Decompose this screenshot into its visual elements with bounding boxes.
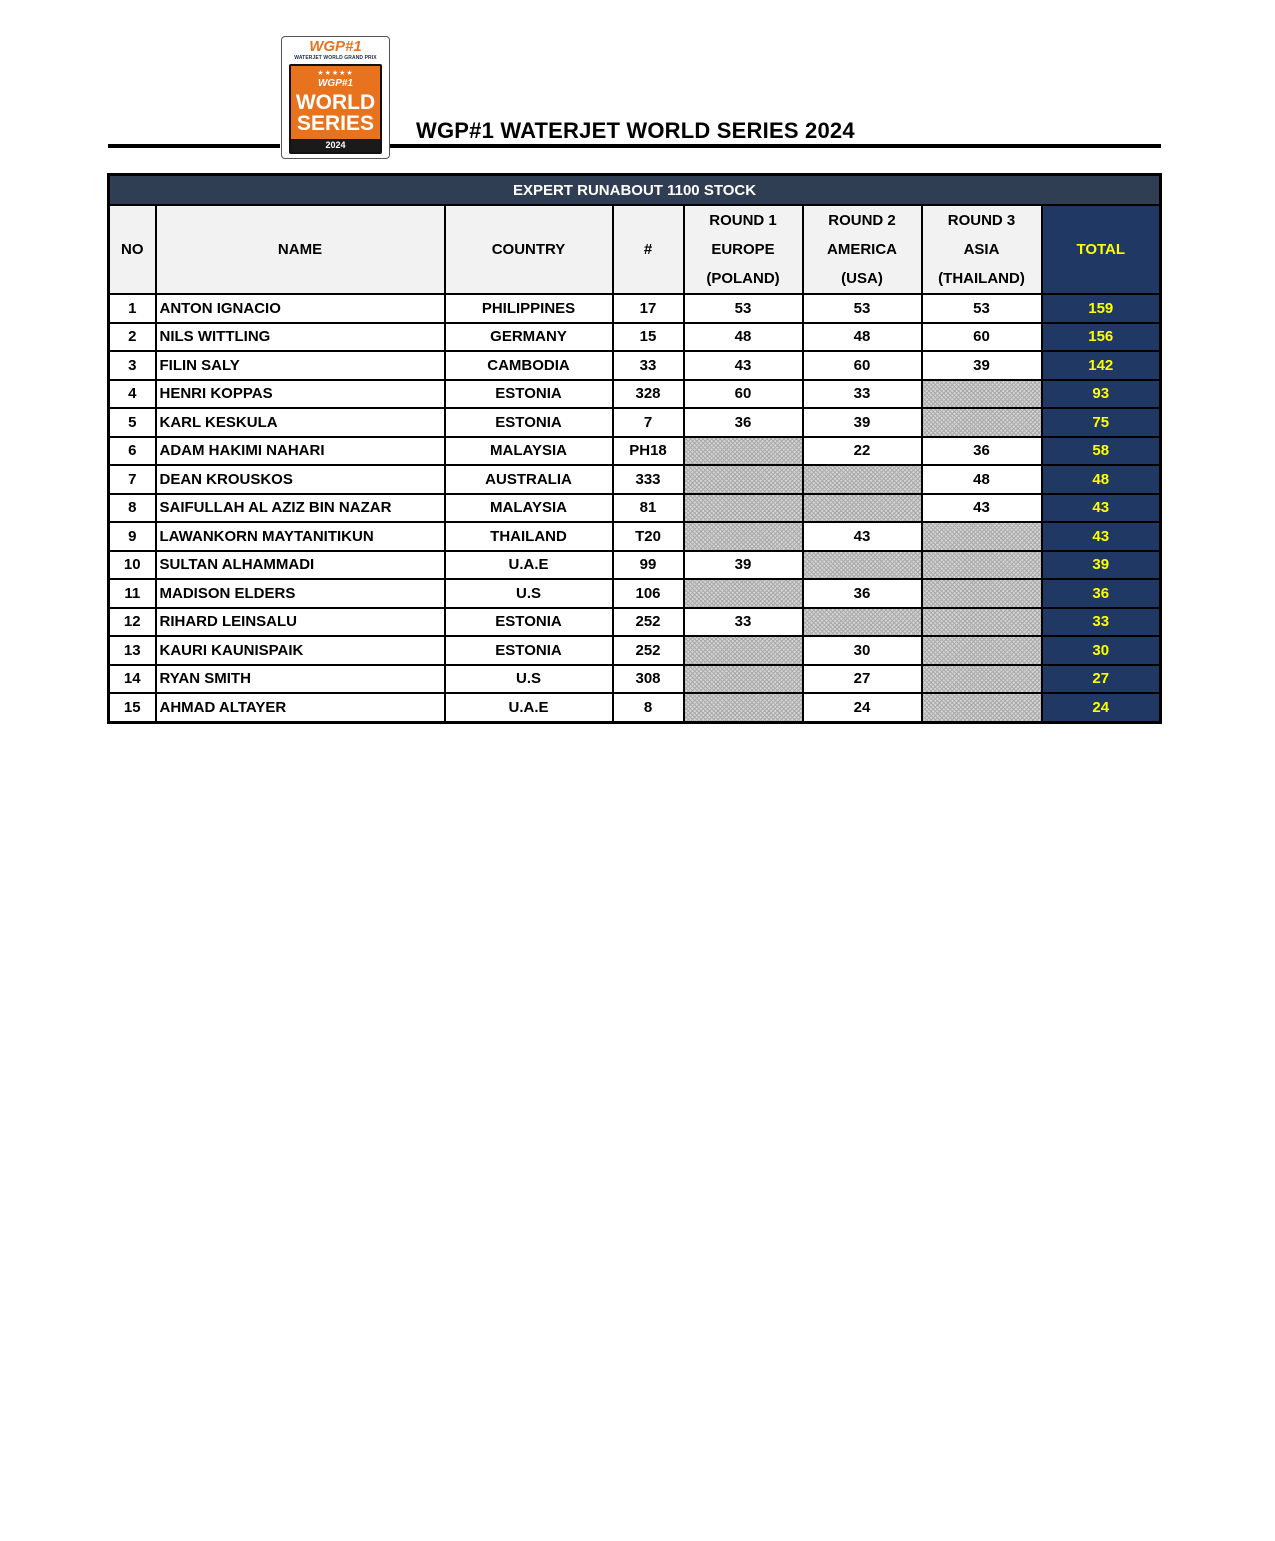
cell-round2: 22	[803, 437, 922, 466]
header-round2	[803, 205, 922, 294]
cell-number: 7	[613, 408, 684, 437]
cell-no: 1	[109, 294, 156, 323]
cell-total: 27	[1042, 665, 1161, 694]
cell-round1: 36	[684, 408, 803, 437]
cell-country: U.S	[445, 665, 613, 694]
cell-round1	[684, 465, 803, 494]
cell-country: CAMBODIA	[445, 351, 613, 380]
cell-round3	[922, 665, 1042, 694]
cell-number: 252	[613, 636, 684, 665]
cell-no: 15	[109, 693, 156, 722]
cell-no: 2	[109, 323, 156, 352]
header-round1-line1: ROUND 1	[709, 212, 777, 229]
cell-round1	[684, 665, 803, 694]
logo-line-series: SERIES	[296, 112, 375, 135]
cell-number: PH18	[613, 437, 684, 466]
cell-round2: 48	[803, 323, 922, 352]
cell-round1	[684, 636, 803, 665]
cell-country: AUSTRALIA	[445, 465, 613, 494]
cell-round2: 60	[803, 351, 922, 380]
cell-country: PHILIPPINES	[445, 294, 613, 323]
cell-round1: 60	[684, 380, 803, 409]
cell-round2	[803, 551, 922, 580]
cell-round3: 43	[922, 494, 1042, 523]
table-row	[109, 494, 1161, 523]
table-row	[109, 465, 1161, 494]
table-row	[109, 693, 1161, 722]
cell-round1: 33	[684, 608, 803, 637]
cell-total: 43	[1042, 494, 1161, 523]
cell-country: U.A.E	[445, 551, 613, 580]
cell-round3	[922, 579, 1042, 608]
cell-no: 9	[109, 522, 156, 551]
cell-name: RYAN SMITH	[156, 665, 445, 694]
header-round1-line3: (POLAND)	[706, 270, 780, 287]
cell-name: KAURI KAUNISPAIK	[156, 636, 445, 665]
logo-year: 2024	[291, 139, 380, 152]
cell-round2: 53	[803, 294, 922, 323]
cell-round2: 24	[803, 693, 922, 722]
cell-no: 10	[109, 551, 156, 580]
table-row	[109, 522, 1161, 551]
cell-no: 11	[109, 579, 156, 608]
cell-name: ANTON IGNACIO	[156, 294, 445, 323]
table-row	[109, 608, 1161, 637]
cell-round2	[803, 494, 922, 523]
header-row	[109, 205, 1161, 294]
logo-mini-text: WGP#1	[317, 78, 353, 89]
cell-number: 15	[613, 323, 684, 352]
cell-round3: 39	[922, 351, 1042, 380]
cell-name: ADAM HAKIMI NAHARI	[156, 437, 445, 466]
cell-round2: 39	[803, 408, 922, 437]
cell-number: 106	[613, 579, 684, 608]
table-row	[109, 551, 1161, 580]
cell-number: 8	[613, 693, 684, 722]
cell-total: 33	[1042, 608, 1161, 637]
cell-number: 308	[613, 665, 684, 694]
cell-country: MALAYSIA	[445, 494, 613, 523]
category-title: EXPERT RUNABOUT 1100 STOCK	[109, 175, 1161, 206]
cell-total: 93	[1042, 380, 1161, 409]
cell-round3	[922, 551, 1042, 580]
cell-total: 24	[1042, 693, 1161, 722]
cell-country: MALAYSIA	[445, 437, 613, 466]
cell-country: THAILAND	[445, 522, 613, 551]
cell-country: GERMANY	[445, 323, 613, 352]
cell-round3	[922, 408, 1042, 437]
cell-round3: 36	[922, 437, 1042, 466]
cell-no: 6	[109, 437, 156, 466]
cell-total: 39	[1042, 551, 1161, 580]
cell-name: RIHARD LEINSALU	[156, 608, 445, 637]
cell-round2: 43	[803, 522, 922, 551]
cell-total: 58	[1042, 437, 1161, 466]
cell-total: 159	[1042, 294, 1161, 323]
header-round3	[922, 205, 1042, 294]
cell-total: 30	[1042, 636, 1161, 665]
cell-round2	[803, 465, 922, 494]
header-number: #	[613, 205, 684, 294]
header-name: NAME	[156, 205, 445, 294]
cell-name: HENRI KOPPAS	[156, 380, 445, 409]
cell-round1	[684, 579, 803, 608]
cell-round1: 48	[684, 323, 803, 352]
cell-round2: 30	[803, 636, 922, 665]
cell-country: ESTONIA	[445, 608, 613, 637]
cell-number: 33	[613, 351, 684, 380]
table-row	[109, 437, 1161, 466]
table-row	[109, 665, 1161, 694]
cell-round3	[922, 636, 1042, 665]
cell-round1: 53	[684, 294, 803, 323]
header-round1	[684, 205, 803, 294]
cell-name: FILIN SALY	[156, 351, 445, 380]
table-row	[109, 294, 1161, 323]
cell-total: 75	[1042, 408, 1161, 437]
cell-total: 43	[1042, 522, 1161, 551]
cell-no: 4	[109, 380, 156, 409]
header-no: NO	[109, 205, 156, 294]
cell-round2: 36	[803, 579, 922, 608]
header-rule-left	[108, 144, 280, 148]
cell-number: 99	[613, 551, 684, 580]
header-round2-line1: ROUND 2	[828, 212, 896, 229]
header-round3-line3: (THAILAND)	[938, 270, 1025, 287]
cell-total: 48	[1042, 465, 1161, 494]
table-row	[109, 579, 1161, 608]
cell-country: ESTONIA	[445, 408, 613, 437]
header-round3-line1: ROUND 3	[947, 212, 1016, 229]
header-country: COUNTRY	[445, 205, 613, 294]
cell-number: 333	[613, 465, 684, 494]
cell-country: ESTONIA	[445, 380, 613, 409]
logo-line-world: WORLD	[295, 91, 376, 114]
header-total: TOTAL	[1042, 205, 1161, 294]
category-banner-row	[109, 175, 1161, 206]
cell-round3	[922, 522, 1042, 551]
cell-name: LAWANKORN MAYTANITIKUN	[156, 522, 445, 551]
page-title: WGP#1 WATERJET WORLD SERIES 2024	[416, 118, 855, 143]
cell-round1: 39	[684, 551, 803, 580]
standings-body	[109, 294, 1161, 722]
cell-total: 156	[1042, 323, 1161, 352]
cell-no: 12	[109, 608, 156, 637]
cell-round2: 33	[803, 380, 922, 409]
cell-no: 7	[109, 465, 156, 494]
table-row	[109, 380, 1161, 409]
cell-country: U.A.E	[445, 693, 613, 722]
cell-round2	[803, 608, 922, 637]
logo-world-series	[291, 92, 380, 134]
cell-name: SULTAN ALHAMMADI	[156, 551, 445, 580]
cell-round3: 53	[922, 294, 1042, 323]
cell-name: MADISON ELDERS	[156, 579, 445, 608]
cell-number: 81	[613, 494, 684, 523]
cell-round3	[922, 608, 1042, 637]
table-row	[109, 323, 1161, 352]
cell-round1	[684, 522, 803, 551]
cell-round3: 48	[922, 465, 1042, 494]
cell-total: 142	[1042, 351, 1161, 380]
header-round2-line3: (USA)	[841, 270, 883, 287]
cell-no: 8	[109, 494, 156, 523]
header-round3-line2: ASIA	[963, 241, 1000, 258]
cell-no: 5	[109, 408, 156, 437]
cell-round1	[684, 494, 803, 523]
cell-name: DEAN KROUSKOS	[156, 465, 445, 494]
cell-name: KARL KESKULA	[156, 408, 445, 437]
table-row	[109, 636, 1161, 665]
logo-top-text: WGP#1	[309, 38, 362, 55]
logo-stars: ★★★★★	[317, 70, 354, 77]
cell-round2: 27	[803, 665, 922, 694]
header-round2-line2: AMERICA	[827, 241, 897, 258]
cell-no: 13	[109, 636, 156, 665]
cell-round3	[922, 693, 1042, 722]
cell-country: U.S	[445, 579, 613, 608]
cell-round1: 43	[684, 351, 803, 380]
cell-name: SAIFULLAH AL AZIZ BIN NAZAR	[156, 494, 445, 523]
table-row	[109, 351, 1161, 380]
cell-country: ESTONIA	[445, 636, 613, 665]
cell-number: 17	[613, 294, 684, 323]
cell-number: T20	[613, 522, 684, 551]
cell-number: 252	[613, 608, 684, 637]
cell-round3	[922, 380, 1042, 409]
logo-panel	[289, 64, 382, 154]
logo-subtitle: WATERJET WORLD GRAND PRIX	[294, 55, 377, 61]
cell-round3: 60	[922, 323, 1042, 352]
table-row	[109, 408, 1161, 437]
header-round1-line2: EUROPE	[711, 241, 775, 258]
header-rule-right	[390, 144, 1161, 148]
cell-no: 14	[109, 665, 156, 694]
cell-name: AHMAD ALTAYER	[156, 693, 445, 722]
wgp-world-series-logo	[281, 36, 390, 159]
cell-no: 3	[109, 351, 156, 380]
standings-table	[107, 173, 1162, 724]
cell-round1	[684, 437, 803, 466]
cell-total: 36	[1042, 579, 1161, 608]
cell-number: 328	[613, 380, 684, 409]
cell-round1	[684, 693, 803, 722]
cell-name: NILS WITTLING	[156, 323, 445, 352]
